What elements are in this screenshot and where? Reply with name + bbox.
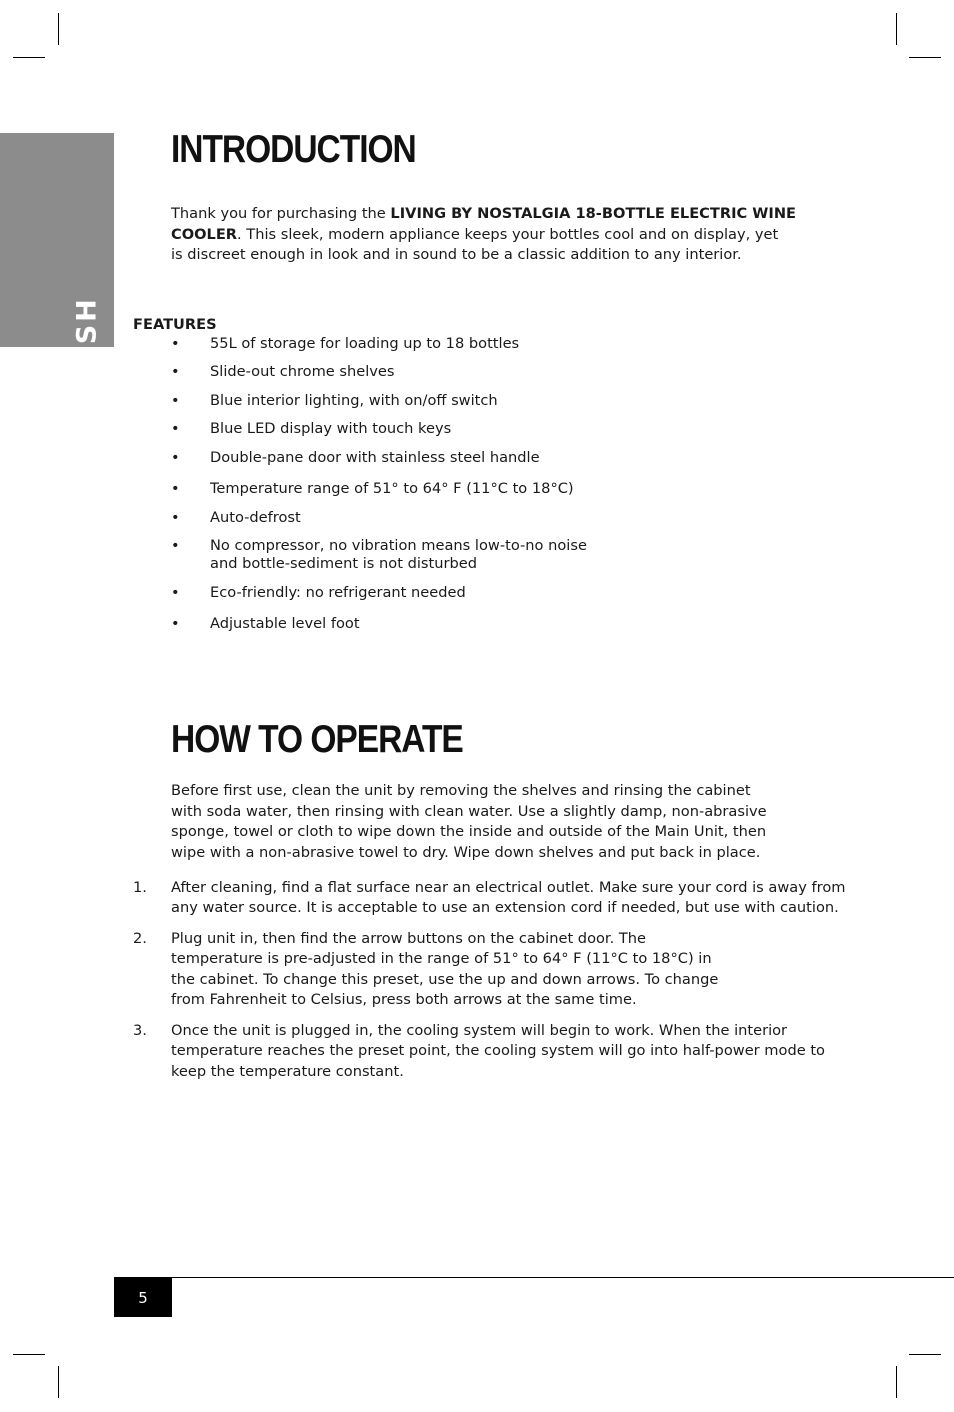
intro-text-line3: is discreet enough in look and in sound to be a classic addition to any interior. (171, 246, 742, 263)
intro-text-line2: . This sleek, modern appliance keeps your bottles cool and on display, yet (237, 225, 779, 243)
bullet: • (171, 420, 180, 437)
operate-intro-paragraph (171, 781, 767, 863)
crop-mark (58, 1366, 59, 1398)
crop-mark (13, 57, 45, 58)
step-number: 1. (133, 879, 147, 896)
crop-mark (909, 1354, 941, 1355)
feature-text: Adjustable level foot (210, 615, 360, 632)
bullet: • (171, 449, 180, 466)
how-to-operate-heading: HOW TO OPERATE (171, 718, 463, 761)
language-tab (0, 133, 114, 450)
feature-text: Slide-out chrome shelves (210, 363, 395, 380)
operate-intro-line: Before first use, clean the unit by removing the shelves and rinsing the cabinet (171, 782, 751, 799)
bullet: • (171, 509, 180, 526)
features-title: FEATURES (133, 316, 217, 333)
step-number: 3. (133, 1022, 147, 1039)
feature-text: Blue interior lighting, with on/off switch (210, 392, 498, 409)
feature-text: No compressor, no vibration means low-to-no noise (210, 537, 587, 554)
step-number: 2. (133, 930, 147, 947)
introduction-paragraph (171, 204, 796, 266)
bullet: • (171, 615, 180, 632)
operate-intro-line: with soda water, then rinsing with clean water. Use a slightly damp, non-abrasive (171, 802, 767, 820)
feature-text: Double-pane door with stainless steel handle (210, 449, 540, 466)
crop-mark (896, 13, 897, 45)
step-line: the cabinet. To change this preset, use the up and down arrows. To change (171, 970, 719, 988)
step-line: from Fahrenheit to Celsius, press both arrows at the same time. (171, 990, 637, 1008)
bullet: • (171, 537, 180, 554)
step-text (171, 929, 718, 1010)
step-line: temperature reaches the preset point, the cooling system will go into half-power mode to (171, 1042, 825, 1060)
feature-text: Auto-defrost (210, 509, 301, 526)
bullet: • (171, 363, 180, 380)
step-line: After cleaning, find a flat surface near an electrical outlet. Make sure your cord is away from (171, 879, 846, 896)
intro-lead-text: Thank you for purchasing the (171, 205, 391, 222)
introduction-heading: INTRODUCTION (171, 128, 416, 171)
feature-text: 55L of storage for loading up to 18 bottles (210, 335, 520, 352)
product-name-line1: LIVING BY NOSTALGIA 18-BOTTLE ELECTRIC WINE (390, 205, 797, 222)
page-number: 5 (114, 1278, 172, 1317)
language-label: ENGLISH (71, 296, 103, 450)
crop-mark (13, 1354, 45, 1355)
feature-text: Temperature range of 51° to 64° F (11°C to 18°C) (210, 480, 574, 497)
crop-mark (896, 1366, 897, 1398)
step-text (171, 1021, 825, 1082)
step-line: any water source. It is acceptable to use an extension cord if needed, but use with caution. (171, 899, 839, 917)
bullet: • (171, 392, 180, 409)
operate-intro-line: sponge, towel or cloth to wipe down the inside and outside of the Main Unit, then (171, 823, 767, 840)
product-name-line2: COOLER (171, 225, 238, 243)
bullet: • (171, 335, 180, 352)
feature-text: Blue LED display with touch keys (210, 420, 452, 437)
step-line: Plug unit in, then find the arrow buttons on the cabinet door. The (171, 930, 647, 947)
crop-mark (58, 13, 59, 45)
feature-text: Eco-friendly: no refrigerant needed (210, 584, 466, 601)
crop-mark (909, 57, 941, 58)
step-text (171, 878, 845, 919)
step-line: keep the temperature constant. (171, 1062, 404, 1080)
feature-text: and bottle-sediment is not disturbed (210, 555, 477, 572)
bullet: • (171, 480, 180, 497)
footer-rule (114, 1277, 954, 1278)
operate-intro-line: wipe with a non-abrasive towel to dry. Wipe down shelves and put back in place. (171, 843, 761, 861)
bullet: • (171, 584, 180, 601)
step-line: Once the unit is plugged in, the cooling system will begin to work. When the interior (171, 1022, 788, 1039)
step-line: temperature is pre-adjusted in the range of 51° to 64° F (11°C to 18°C) in (171, 950, 712, 968)
